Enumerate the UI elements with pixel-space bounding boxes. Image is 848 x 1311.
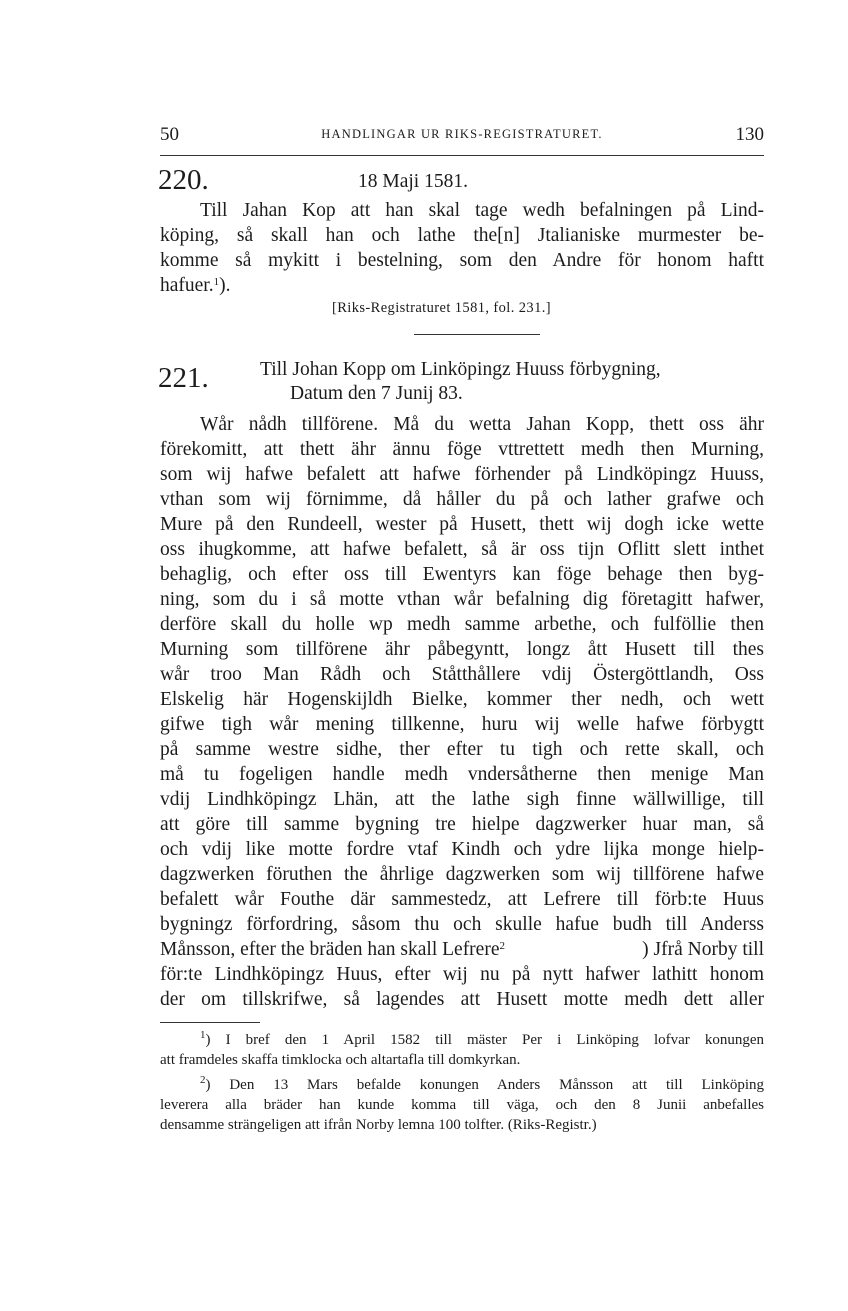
- footnote-2-line: densamme strängeligen att ifrån Norby lemna 100 tolfter. (Riks-Registr.): [160, 1117, 597, 1133]
- entry-221-line: på samme westre sidhe, ther efter tu tigh och rette skall, och: [160, 739, 764, 760]
- entry-220-line: Till Jahan Kop att han skal tage wedh befalningen på Lind-: [200, 200, 764, 221]
- source-reference: [Riks-Registraturet 1581, fol. 231.]: [332, 300, 551, 316]
- entry-221-line: der om tillskrifwe, så lagendes att Husett motte medh dett aller: [160, 989, 764, 1010]
- entry-221-line: må tu fogeligen handle medh vndersåtherne then menige Man: [160, 764, 764, 785]
- entry-221-line: Mure på den Rundeell, wester på Husett, thett wij dogh icke wette: [160, 514, 764, 535]
- footnote-2-line: $^2$) Den 13 Mars befalde konungen Anders Månsson att till Linköping: [200, 1074, 764, 1093]
- entry-221-heading-line2: Datum den 7 Junij 83.: [290, 383, 463, 404]
- entry-221-line: förekomitt, att thett ähr ännu föge vttrettett medh then Murning,: [160, 439, 764, 460]
- section-separator: [414, 334, 540, 335]
- footnote-rule: [160, 1022, 260, 1023]
- entry-221-line: behaglig, och efter oss till Ewentyrs kan föge behage then byg-: [160, 564, 764, 585]
- entry-221-line: ning, som du i så motte vthan wår befalning dig företagitt hafwer,: [160, 589, 764, 610]
- entry-221-line: befalett wår Fouthe där sammestedz, att Lefrere till förb:te Huus: [160, 889, 764, 910]
- entry-221-line: [160, 937, 764, 963]
- entry-221-line-tail: ) Jfrå Norby till: [642, 939, 764, 960]
- page-header: [160, 124, 764, 148]
- entry-221-line: dagzwerken föruthen the åhrlige dagzwerken som wij tillförene hafwe: [160, 864, 764, 885]
- running-title: HANDLINGAR UR RIKS-REGISTRATURET.: [321, 127, 603, 141]
- entry-221-line: Elskelig här Hogenskijldh Bielke, kommer ther nedh, och wett: [160, 689, 764, 710]
- document-number: 130: [735, 124, 764, 145]
- entry-221-heading-line1: Till Johan Kopp om Linköpingz Huuss förbygning,: [260, 359, 661, 380]
- entry-221-line: wår troo Man Rådh och Ståtthållere vdij Östergöttlandh, Oss: [160, 664, 764, 685]
- entry-number-221: 221.: [158, 362, 209, 394]
- entry-220-line-last: [160, 273, 764, 299]
- entry-221-line: för:te Lindhköpingz Huus, efter wij nu på nytt hafwer lathitt honom: [160, 964, 764, 985]
- entry-221-line: bygningz förfordring, såsom thu och skulle hafue budh till Anderss: [160, 914, 764, 935]
- footnote-2-line: leverera alla bräder han kunde komma till väga, och den 8 Junii anbefalles: [160, 1097, 764, 1113]
- entry-221-line: derföre skall du holle wp medh samme arbethe, och fulföllie then: [160, 614, 764, 635]
- entry-220-line-text: hafuer.: [160, 275, 214, 296]
- entry-221-line: som wij hafwe befalett att hafwe förhender på Lindköpingz Huuss,: [160, 464, 764, 485]
- entry-220-line: komme så mykitt i bestelning, som den Andre för honom haftt: [160, 250, 764, 271]
- entry-220-date: 18 Maji 1581.: [358, 171, 468, 192]
- header-rule: [160, 155, 764, 156]
- footnote-1-line: $^1$) I bref den 1 April 1582 till mäster Per i Linköping lofvar konungen: [200, 1029, 764, 1048]
- footnote-2-mark: 2: [200, 1074, 206, 1086]
- entry-221-line: oss ihugkomme, att hafwe befalett, så är oss tijn Oflitt slett inthet: [160, 539, 764, 560]
- entry-221-line: vthan som wij förnimme, då håller du på och lather grafwe och: [160, 489, 764, 510]
- entry-221-line: och vdij like motte fordre vtaf Kindh och ydre lijka monge hielp-: [160, 839, 764, 860]
- entry-221-line: Murning som tillförene ähr påbegyntt, longz ått Husett till thes: [160, 639, 764, 660]
- entry-number-220: 220.: [158, 164, 209, 196]
- entry-221-line: Wår nådh tillförene. Må du wetta Jahan Kopp, thett oss ähr: [200, 414, 764, 435]
- entry-220-line: köping, så skall han och lathe the[n] Jtalianiske murmester be-: [160, 225, 764, 246]
- footnote-1-mark: 1: [200, 1029, 206, 1041]
- footnote-ref-2: 2: [499, 940, 505, 952]
- footnote-ref-1: 1: [213, 276, 220, 288]
- entry-221-line: att göre till samme bygning tre hielpe dagzwerker huar man, så: [160, 814, 764, 835]
- entry-220-closing: ).: [219, 275, 231, 296]
- entry-221-line: gifwe tigh wår mening tillkenne, huru wij welle hafwe förbygtt: [160, 714, 764, 735]
- entry-221-line-text: Månsson, efter the bräden han skall Lefrere: [160, 939, 500, 960]
- footnote-1-line: att framdeles skaffa timklocka och altartafla till domkyrkan.: [160, 1052, 521, 1068]
- entry-221-line: vdij Lindhköpingz Lhän, att the lathe sigh finne wällwillige, till: [160, 789, 764, 810]
- page-number: 50: [160, 124, 179, 145]
